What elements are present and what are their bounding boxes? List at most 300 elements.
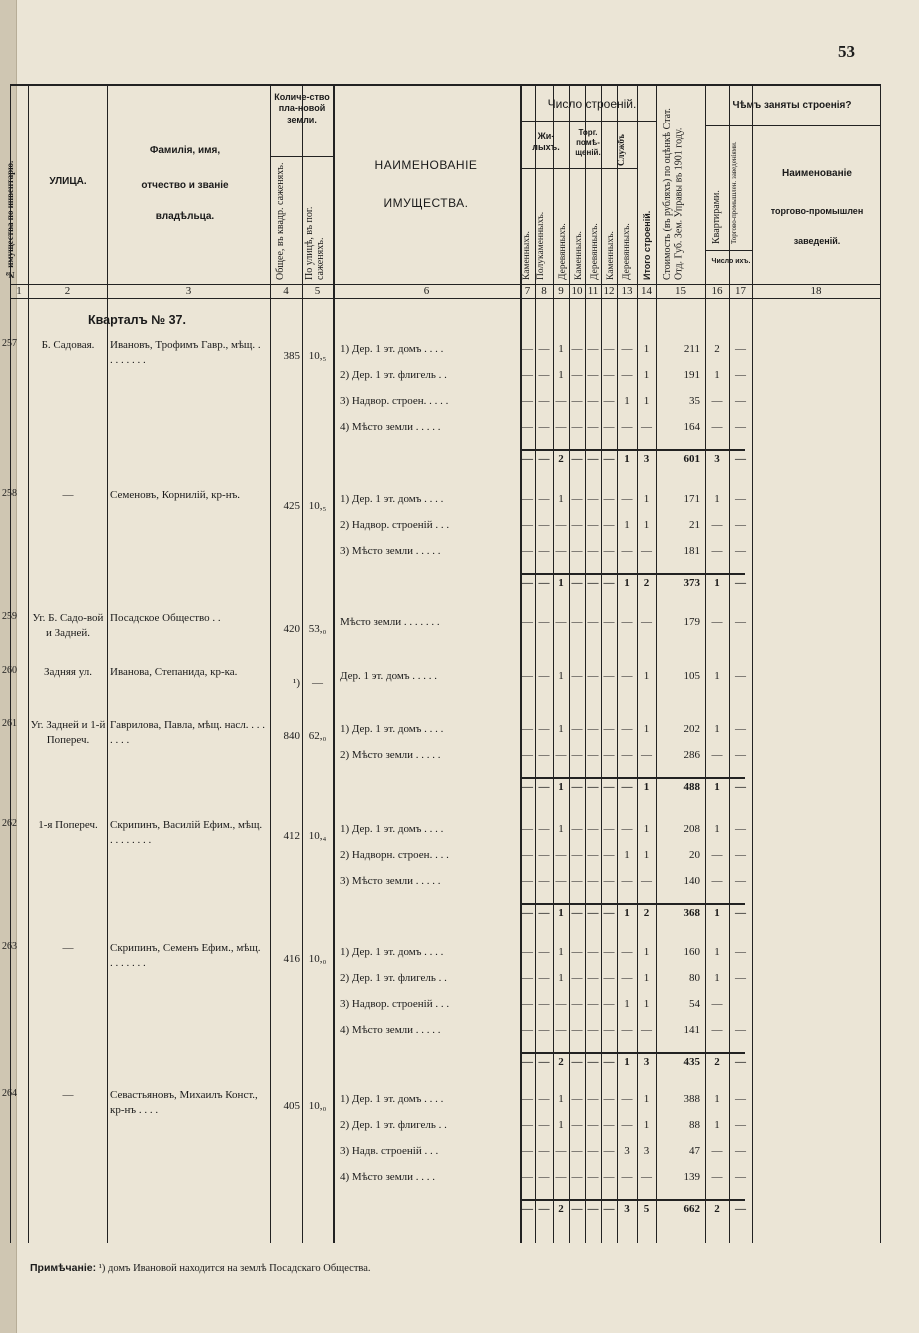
column-number: 5 [314,285,321,297]
header-owner-line1: Фамилія, имя, [149,145,221,156]
item-cell-c8: — [538,670,550,682]
street-frontage: 10,₀ [308,1100,327,1112]
column-number: 13 [621,285,633,297]
total-cell-c15: 373 [683,577,700,589]
total-cell-c12: — [603,577,615,589]
item-cell-c13: — [621,1024,633,1036]
item-cell-c13: 1 [624,998,630,1010]
total-cell-c8: — [538,453,550,465]
item-cell-c8: — [538,421,550,433]
item-cell-c14: — [641,421,652,433]
total-cell-c11: — [587,1056,599,1068]
item-cell-c9: — [555,749,567,761]
item-cell-c12: — [603,493,615,505]
item-cell-c16: 1 [714,670,720,682]
item-cell-c10: — [571,875,583,887]
item-cell-c11: — [587,1119,599,1131]
inventory-number: 261 [2,718,17,729]
street-name: — [62,489,74,501]
item-cell-c17: — [735,1093,746,1105]
buildings-group-rule [520,121,656,122]
page-number: 53 [838,42,855,61]
item-cell-c14: 1 [643,519,650,531]
street-name: Уг. Задней и 1-й Попереч. [30,719,106,746]
item-cell-c10: — [571,519,583,531]
property-item: 1) Дер. 1 эт. домъ . . . . [340,343,444,355]
property-item: 1) Дер. 1 эт. домъ . . . . [340,723,444,735]
header-living: Жи-лыхъ. [532,131,560,153]
item-cell-c12: — [603,1145,615,1157]
item-cell-c12: — [603,616,615,628]
item-cell-c13: 1 [624,519,630,531]
total-cell-c17: — [735,907,746,919]
total-cell-c16: 2 [714,1056,720,1068]
subtotal-rule [520,1199,745,1201]
total-cell-c10: — [571,907,583,919]
total-cell-c8: — [538,781,550,793]
item-cell-c15: 47 [689,1145,700,1157]
item-cell-c7: — [522,369,533,381]
item-cell-c15: 164 [683,421,700,433]
street-frontage: 62,₀ [308,730,327,742]
item-cell-c10: — [571,849,583,861]
item-cell-c13: — [621,421,633,433]
total-cell-c14: 3 [643,453,650,465]
item-cell-c12: — [603,670,615,682]
item-cell-c7: — [522,1024,533,1036]
item-cell-c14: 1 [643,946,650,958]
item-cell-c15: 211 [683,343,700,355]
item-cell-c16: — [711,1145,723,1157]
total-cell-c13: 1 [624,907,630,919]
item-cell-c14: 1 [643,1119,650,1131]
item-cell-c12: — [603,1024,615,1036]
item-cell-c14: 1 [643,670,650,682]
column-number: 1 [16,285,22,297]
total-cell-c8: — [538,577,550,589]
total-cell-c17: — [735,1203,746,1215]
item-cell-c15: 139 [683,1171,700,1183]
item-cell-c11: — [587,723,599,735]
item-cell-c14: 1 [643,493,650,505]
header-total-buildings: Итого строеній. [642,210,652,280]
total-cell-c11: — [587,1203,599,1215]
item-cell-c13: — [621,723,633,735]
item-cell-c7: — [522,875,533,887]
item-cell-c9: 1 [558,670,564,682]
owner-name: Гаврилова, Павла, мѣщ. насл. . . . . . . . [110,719,266,746]
item-cell-c11: — [587,670,599,682]
total-cell-c10: — [571,577,583,589]
street-name: — [62,942,74,954]
item-cell-c14: — [641,1024,652,1036]
item-cell-c7: — [522,1119,533,1131]
owner-name: Иванова, Степанида, кр-ка. [110,666,238,678]
header-property-line2: ИМУЩЕСТВА. [383,196,469,210]
item-cell-c13: — [621,493,633,505]
item-cell-c11: — [587,395,599,407]
item-cell-c10: — [571,823,583,835]
item-cell-c9: — [555,1145,567,1157]
item-cell-c12: — [603,369,615,381]
total-cell-c13: — [621,781,633,793]
column-rule-17 [752,84,753,1243]
land-area: 425 [283,500,300,512]
item-cell-c8: — [538,369,550,381]
column-number: 11 [587,285,599,297]
item-cell-c16: 1 [714,972,720,984]
item-cell-c17: — [735,946,746,958]
item-cell-c13: — [621,343,633,355]
total-cell-c17: — [735,577,746,589]
property-item: 2) Мѣсто земли . . . . . [340,749,441,761]
item-cell-c10: — [571,1024,583,1036]
total-cell-c16: 1 [714,907,720,919]
item-cell-c14: 1 [643,972,650,984]
item-cell-c14: — [641,545,652,557]
street-frontage: 10,₅ [308,350,327,362]
item-cell-c12: — [603,875,615,887]
property-item: 4) Мѣсто земли . . . . . [340,1024,441,1036]
header-wooden-2: Деревянныхъ. [590,223,600,280]
item-cell-c16: 1 [714,723,720,735]
total-cell-c8: — [538,1056,550,1068]
column-rule-14 [656,84,657,1243]
column-number: 10 [571,285,583,297]
item-cell-c16: — [711,1171,723,1183]
column-rule-15 [705,84,706,1243]
item-cell-c14: — [641,1171,652,1183]
item-cell-c7: — [522,749,533,761]
property-item: 3) Надв. строеній . . . [340,1145,439,1157]
item-cell-c15: 140 [683,875,700,887]
land-area: 405 [283,1100,300,1112]
item-cell-c9: 1 [558,823,564,835]
subtotal-rule [520,573,745,575]
header-count: Число ихъ. [711,258,751,265]
item-cell-c16: 1 [714,823,720,835]
column-number: 16 [711,285,723,297]
item-cell-c11: — [587,545,599,557]
footnote-text: ¹) домъ Ивановой находится на землѣ Посадскаго Общества. [98,1263,371,1274]
item-cell-c16: 1 [714,946,720,958]
table-top-rule [10,84,880,86]
item-cell-c10: — [571,545,583,557]
item-cell-c17: — [735,723,746,735]
subtotal-rule [520,777,745,779]
item-cell-c8: — [538,493,550,505]
item-cell-c11: — [587,343,599,355]
item-cell-c17: — [735,616,746,628]
item-cell-c16: 2 [714,343,720,355]
header-trade-est: Торгово-промышлен. заведеніями. [730,141,738,244]
owner-name: Скрипинъ, Василій Ефим., мѣщ. . . . . . . . . [110,819,263,846]
total-cell-c17: — [735,1056,746,1068]
item-cell-c8: — [538,849,550,861]
item-cell-c9: 1 [558,1119,564,1131]
total-cell-c12: — [603,781,615,793]
item-cell-c13: 1 [624,849,630,861]
column-rule-1 [28,84,29,1243]
item-cell-c11: — [587,1093,599,1105]
header-occupied-group: Чѣмъ заняты строенія? [732,100,852,111]
inventory-number: 262 [2,818,17,829]
item-cell-c8: — [538,545,550,557]
total-cell-c17: — [735,781,746,793]
item-cell-c9: 1 [558,369,564,381]
land-group-rule [270,156,333,157]
item-cell-c17: — [735,395,746,407]
item-cell-c9: — [555,421,567,433]
item-cell-c9: 1 [558,493,564,505]
item-cell-c17: — [735,670,746,682]
property-item: 2) Надвор. строеній . . . [340,519,450,531]
item-cell-c12: — [603,421,615,433]
header-wooden-1: Деревянныхъ. [558,223,568,280]
property-item: 1) Дер. 1 эт. домъ . . . . [340,1093,444,1105]
item-cell-c10: — [571,369,583,381]
item-cell-c15: 35 [689,395,700,407]
property-item: 3) Мѣсто земли . . . . . [340,875,441,887]
total-cell-c12: — [603,1056,615,1068]
item-cell-c12: — [603,946,615,958]
item-cell-c16: — [711,421,723,433]
land-area: 385 [283,350,300,362]
item-cell-c14: 3 [643,1145,650,1157]
item-cell-c17: — [735,875,746,887]
item-cell-c17: — [735,369,746,381]
buildings-subgroup-rule [520,168,637,169]
owner-name: Посадское Общество . . [110,612,221,624]
item-cell-c8: — [538,823,550,835]
land-area: 420 [283,623,300,635]
item-cell-c7: — [522,343,533,355]
item-cell-c10: — [571,395,583,407]
item-cell-c12: — [603,395,615,407]
inventory-number: 259 [2,611,17,622]
total-cell-c14: 2 [643,577,650,589]
item-cell-c7: — [522,421,533,433]
item-cell-c10: — [571,1145,583,1157]
item-cell-c9: — [555,998,567,1010]
owner-name: Семеновъ, Корнилій, кр-нъ. [110,489,241,501]
column-rule-11 [601,84,602,1243]
item-cell-c10: — [571,616,583,628]
item-cell-c17: — [735,421,746,433]
item-cell-c14: 1 [643,849,650,861]
item-cell-c8: — [538,1024,550,1036]
total-cell-c10: — [571,1056,583,1068]
header-inventory-number: № имущества по инвентарю. [5,160,15,280]
item-cell-c16: — [711,395,723,407]
total-cell-c7: — [522,453,533,465]
header-apartments: Квартирами. [711,190,722,244]
header-buildings-group: Число строеній. [547,97,637,111]
item-cell-c13: — [621,946,633,958]
item-cell-c15: 54 [689,998,700,1010]
item-cell-c12: — [603,545,615,557]
item-cell-c9: — [555,875,567,887]
item-cell-c13: — [621,823,633,835]
total-cell-c17: — [735,453,746,465]
item-cell-c17: — [735,749,746,761]
item-cell-c16: — [711,1024,723,1036]
total-cell-c12: — [603,1203,615,1215]
item-cell-c11: — [587,616,599,628]
item-cell-c9: — [555,395,567,407]
column-number: 18 [810,285,822,297]
header-trade-names-line2: торгово-промышлен [770,206,864,216]
item-cell-c15: 160 [683,946,700,958]
total-cell-c15: 662 [683,1203,700,1215]
property-item: 2) Дер. 1 эт. флигель . . [340,1119,447,1131]
item-cell-c7: — [522,1093,533,1105]
item-cell-c9: — [555,1024,567,1036]
header-owner-line2: отчество и званіе [141,180,229,191]
total-cell-c9: 2 [558,453,564,465]
total-cell-c7: — [522,907,533,919]
item-cell-c14: 1 [643,823,650,835]
column-number: 9 [558,285,564,297]
land-area: 412 [283,830,300,842]
property-item: 1) Дер. 1 эт. домъ . . . . [340,823,444,835]
item-cell-c15: 388 [683,1093,700,1105]
item-cell-c8: — [538,972,550,984]
total-cell-c14: 1 [643,781,650,793]
total-cell-c11: — [587,453,599,465]
header-property-line1: НАИМЕНОВАНІЕ [374,158,478,172]
column-number: 2 [64,285,71,297]
item-cell-c13: 1 [624,395,630,407]
item-cell-c11: — [587,1145,599,1157]
number-row-rule [10,298,880,299]
item-cell-c9: 1 [558,723,564,735]
total-cell-c11: — [587,781,599,793]
item-cell-c8: — [538,1119,550,1131]
total-cell-c9: 2 [558,1203,564,1215]
item-cell-c17: — [735,1024,746,1036]
item-cell-c15: 105 [683,670,700,682]
street-name: Уг. Б. Садо-вой и Задней. [32,612,104,639]
item-cell-c7: — [522,946,533,958]
column-rule-4 [302,84,303,1243]
item-cell-c7: — [522,1171,533,1183]
item-cell-c16: 1 [714,1119,720,1131]
item-cell-c14: — [641,616,652,628]
item-cell-c16: 1 [714,493,720,505]
total-cell-c15: 435 [683,1056,700,1068]
column-rule-10 [585,84,586,1243]
header-stone-1: Каменныхъ. [522,231,532,280]
item-cell-c8: — [538,875,550,887]
item-cell-c8: — [538,1145,550,1157]
item-cell-c13: — [621,1119,633,1131]
owner-name: Скрипинъ, Семенъ Ефим., мѣщ. . . . . . . . [110,942,261,969]
item-cell-c9: — [555,616,567,628]
total-cell-c7: — [522,781,533,793]
total-cell-c7: — [522,577,533,589]
header-stone-2: Каменныхъ. [574,231,584,280]
column-number: 6 [423,285,430,297]
item-cell-c16: — [711,519,723,531]
owner-name: Севастьяновъ, Михаилъ Конст., кр-нъ . . . . [110,1089,258,1116]
column-rule-9 [569,84,570,1243]
total-cell-c14: 2 [643,907,650,919]
item-cell-c14: 1 [643,723,650,735]
item-cell-c10: — [571,421,583,433]
item-cell-c15: 208 [683,823,700,835]
inventory-number: 264 [2,1088,17,1099]
item-cell-c7: — [522,395,533,407]
count-rule [705,250,752,251]
street-frontage: 10,₅ [308,500,327,512]
subtotal-rule [520,903,745,905]
item-cell-c11: — [587,823,599,835]
item-cell-c11: — [587,749,599,761]
column-number: 8 [541,285,547,297]
item-cell-c10: — [571,493,583,505]
item-cell-c9: 1 [558,946,564,958]
item-cell-c8: — [538,1093,550,1105]
item-cell-c13: — [621,972,633,984]
item-cell-c7: — [522,545,533,557]
footnote [30,1262,371,1274]
total-cell-c13: 1 [624,453,630,465]
column-rule-5 [333,84,335,1243]
item-cell-c10: — [571,343,583,355]
header-valuation: Стоимость (въ рубляхъ) по оцѣнкѣ Стат. Отд. Губ. Зем. Управы въ 1901 году. [662,108,685,280]
item-cell-c14: 1 [643,369,650,381]
item-cell-c15: 21 [689,519,700,531]
item-cell-c10: — [571,972,583,984]
total-cell-c11: — [587,907,599,919]
item-cell-c15: 171 [683,493,700,505]
item-cell-c11: — [587,369,599,381]
column-number: 14 [641,285,652,297]
street-name: Б. Садовая. [41,339,95,351]
header-trade: Торг. помѣ-щеній. [575,128,601,157]
column-number: 4 [283,285,289,297]
column-number: 3 [185,285,192,297]
property-item: 1) Дер. 1 эт. домъ . . . . [340,493,444,505]
item-cell-c11: — [587,421,599,433]
item-cell-c17: — [735,1119,746,1131]
column-number: 17 [735,285,746,297]
item-cell-c16: 1 [714,1093,720,1105]
item-cell-c14: 1 [643,395,650,407]
item-cell-c8: — [538,723,550,735]
total-cell-c16: 1 [714,577,720,589]
property-item: 4) Мѣсто земли . . . . . [340,421,441,433]
footnote-label: Примѣчаніе: [30,1262,97,1274]
item-cell-c7: — [522,670,533,682]
street-frontage: 10,₄ [308,830,327,842]
header-area-front: По улицѣ, въ пог. саженяхъ. [304,206,326,280]
street-name: Задняя ул. [43,666,92,678]
item-cell-c17: — [735,343,746,355]
total-cell-c9: 1 [558,781,564,793]
item-cell-c17: — [735,519,746,531]
item-cell-c14: 1 [643,1093,650,1105]
item-cell-c13: — [621,875,633,887]
column-rule-13 [637,84,638,1243]
item-cell-c7: — [522,519,533,531]
property-item: 3) Надвор. строеній . . . [340,998,450,1010]
total-cell-c7: — [522,1203,533,1215]
item-cell-c16: — [711,875,723,887]
total-cell-c10: — [571,453,583,465]
total-cell-c15: 488 [683,781,700,793]
